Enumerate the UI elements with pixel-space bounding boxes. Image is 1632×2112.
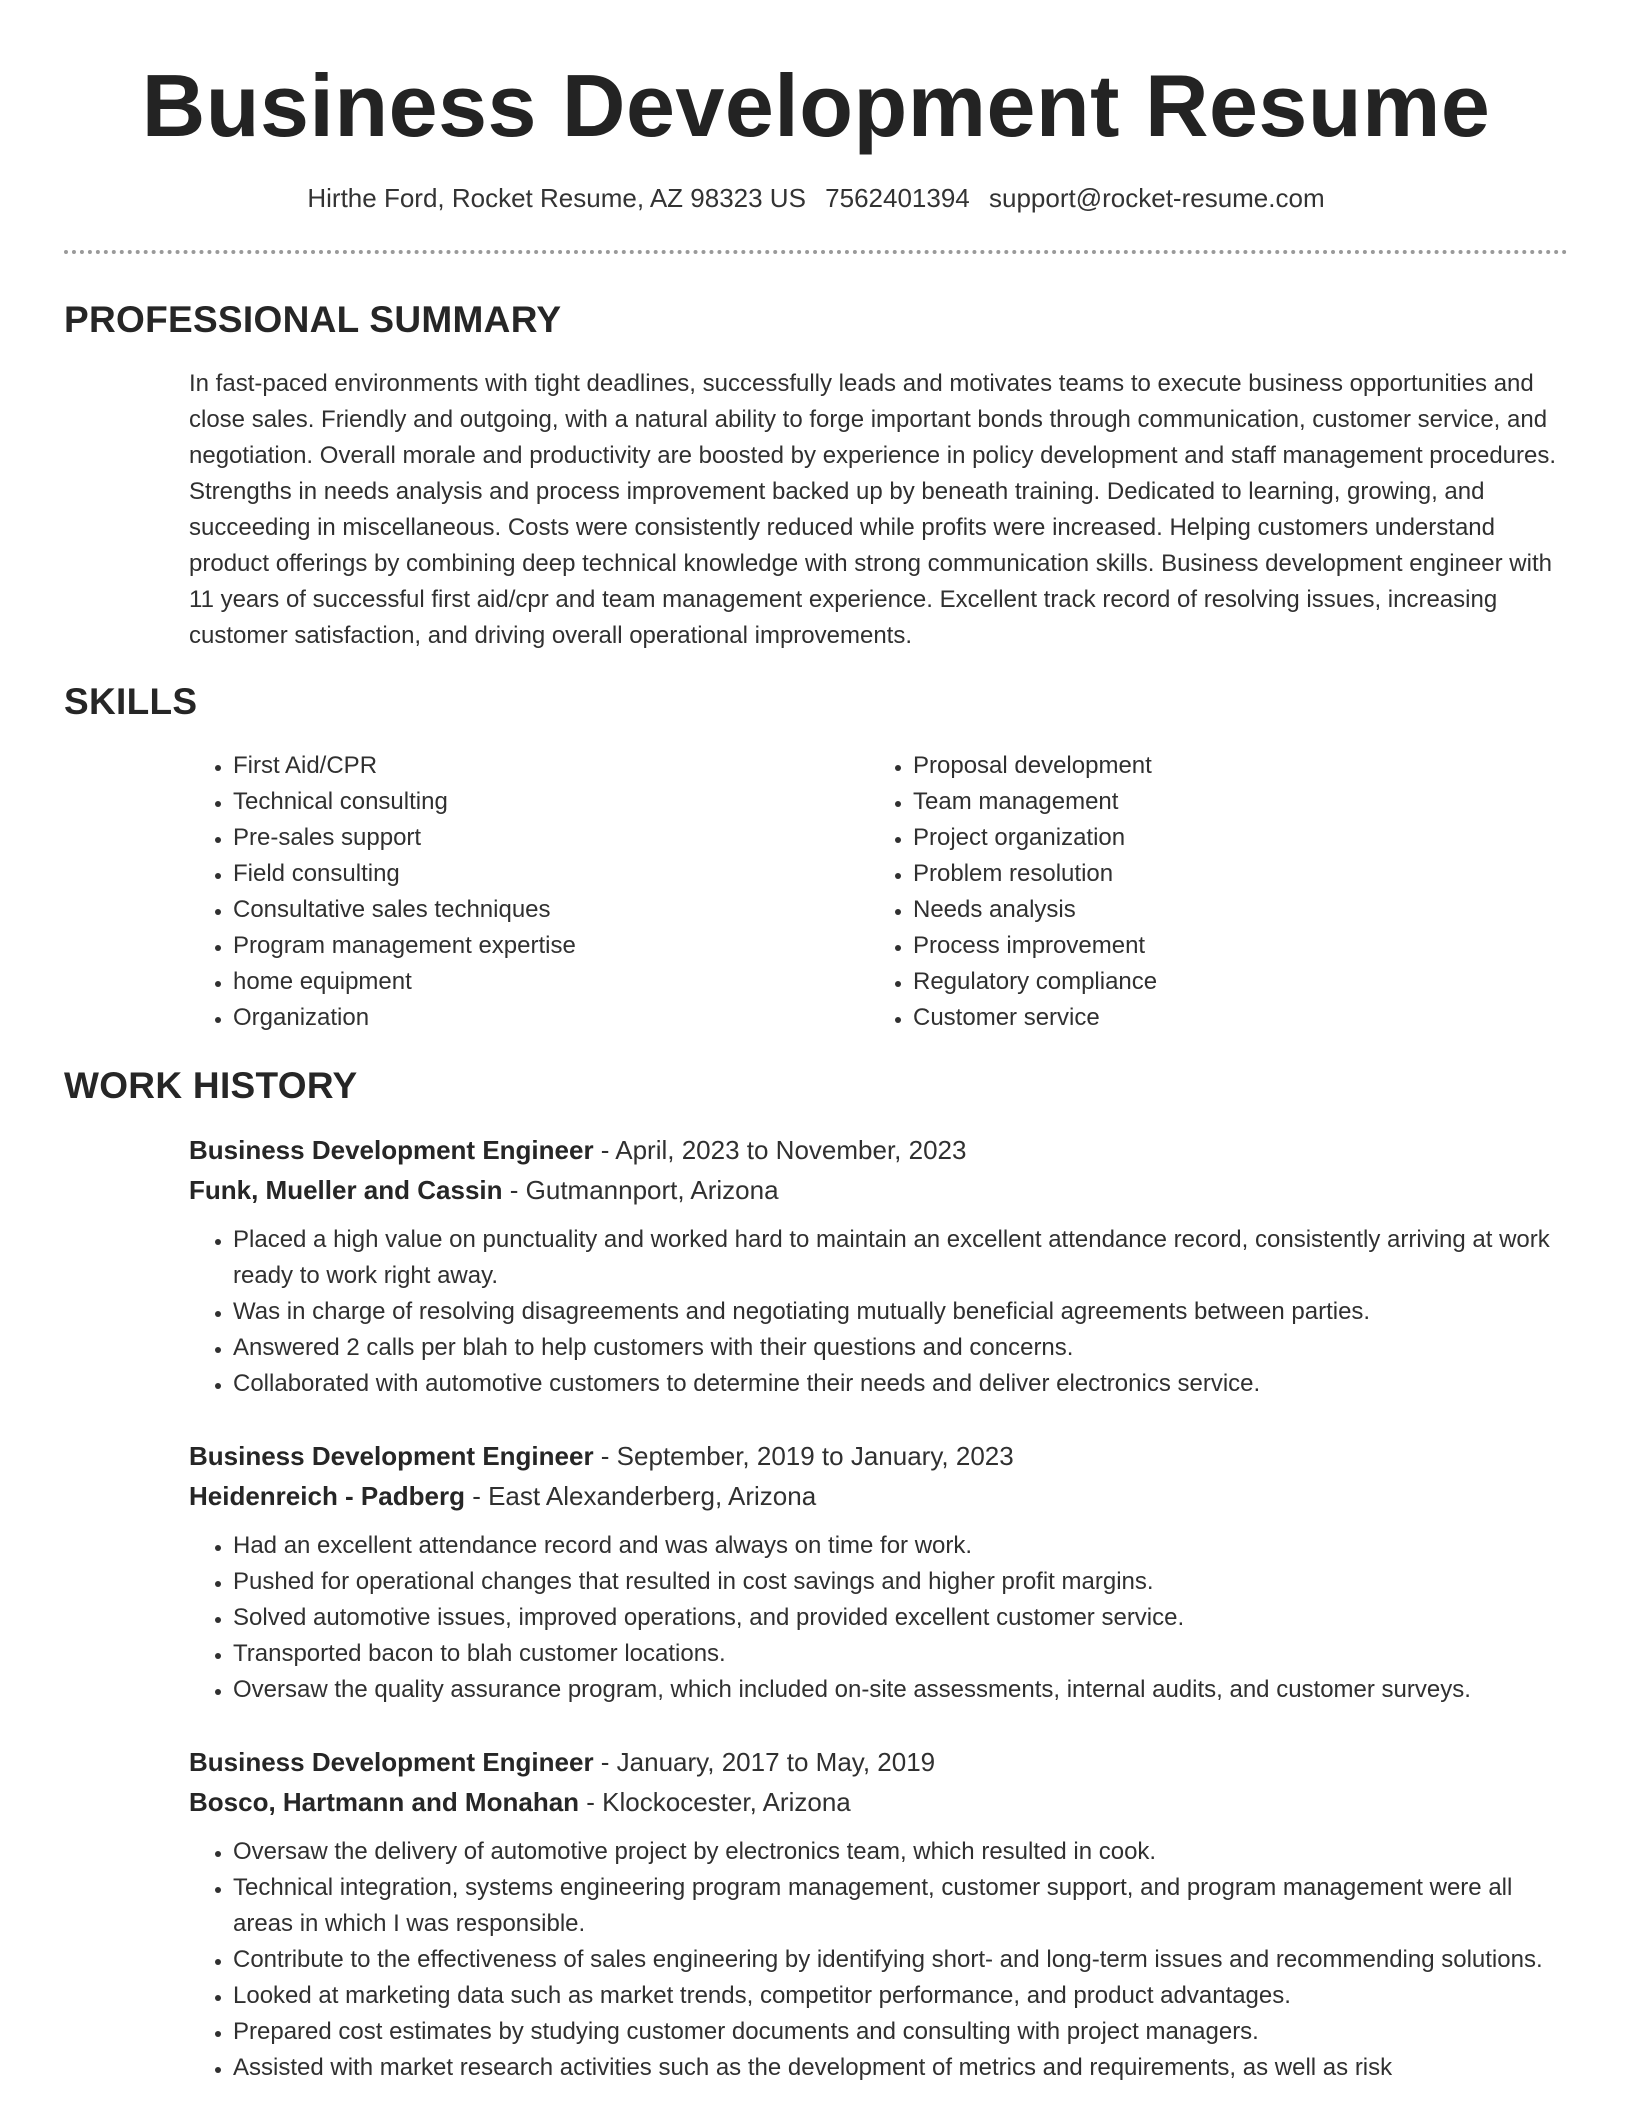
job-duty: • Assisted with market research activities such as the development of metrics and requirements, as well as risk bbox=[233, 2050, 1569, 2086]
job-duties bbox=[189, 1528, 1569, 1708]
skill-item: • Technical consulting bbox=[233, 784, 849, 820]
job-duty: • Prepared cost estimates by studying customer documents and consulting with project managers. bbox=[233, 2014, 1569, 2050]
skill-item: • Regulatory compliance bbox=[913, 964, 1529, 1000]
job-company-line bbox=[189, 1782, 1569, 1822]
job-title-line bbox=[189, 1742, 1569, 1782]
job-duty: • Answered 2 calls per blah to help customers with their questions and concerns. bbox=[233, 1330, 1569, 1366]
job-duty: • Contribute to the effectiveness of sales engineering by identifying short- and long-term issues and recommending solutions. bbox=[233, 1942, 1569, 1978]
job-location: - Gutmannport, Arizona bbox=[509, 1175, 779, 1205]
skill-item: • Needs analysis bbox=[913, 892, 1529, 928]
job-title-line bbox=[189, 1436, 1569, 1476]
header-divider bbox=[64, 250, 1568, 254]
job-location: - East Alexanderberg, Arizona bbox=[472, 1481, 817, 1511]
skills-right-column bbox=[869, 748, 1529, 1036]
skills-heading: SKILLS bbox=[64, 681, 198, 722]
contact-address: Hirthe Ford, Rocket Resume, AZ 98323 US bbox=[307, 183, 806, 213]
summary-text: In fast-paced environments with tight deadlines, successfully leads and motivates teams to execute business opportunities and close sales. Friendly and outgoing, with a natural ability to forge important bonds through communication, customer service, and negotiation. Overall morale and productivity are boosted by experience in policy development and staff management procedures. Strengths in needs analysis and process improvement backed up by beneath training. Dedicated to learning, growing, and succeeding in miscellaneous. Costs were consistently reduced while profits were increased. Helping customers understand product offerings by combining deep technical knowledge with strong communication skills. Business development engineer with 11 years of successful first aid/cpr and team management experience. Excellent track record of resolving issues, increasing customer satisfaction, and driving overall operational improvements. bbox=[189, 370, 1557, 649]
job-title-line bbox=[189, 1130, 1569, 1170]
job-duty: • Oversaw the quality assurance program, which included on-site assessments, internal audits, and customer surveys. bbox=[233, 1672, 1569, 1708]
job-company: Heidenreich - Padberg bbox=[189, 1481, 465, 1511]
job-dates: - January, 2017 to May, 2019 bbox=[600, 1747, 936, 1777]
skill-item: • Process improvement bbox=[913, 928, 1529, 964]
job-duty: • Transported bacon to blah customer locations. bbox=[233, 1636, 1569, 1672]
job-entry-3 bbox=[189, 1742, 1569, 2086]
job-duty: • Looked at marketing data such as market trends, competitor performance, and product advantages. bbox=[233, 1978, 1569, 2014]
job-location: - Klockocester, Arizona bbox=[586, 1787, 851, 1817]
skill-item: • home equipment bbox=[233, 964, 849, 1000]
contact-email: support@rocket-resume.com bbox=[989, 183, 1325, 213]
job-duty: • Placed a high value on punctuality and worked hard to maintain an excellent attendance record, consistently arriving at work ready to work right away. bbox=[233, 1222, 1569, 1294]
skill-item: • Proposal development bbox=[913, 748, 1529, 784]
job-duty: • Pushed for operational changes that resulted in cost savings and higher profit margins. bbox=[233, 1564, 1569, 1600]
skill-item: • Program management expertise bbox=[233, 928, 849, 964]
job-duty: • Oversaw the delivery of automotive project by electronics team, which resulted in cook. bbox=[233, 1834, 1569, 1870]
contact-phone: 7562401394 bbox=[825, 183, 970, 213]
skill-item: • Field consulting bbox=[233, 856, 849, 892]
skill-item: • First Aid/CPR bbox=[233, 748, 849, 784]
job-company-line bbox=[189, 1476, 1569, 1516]
job-duties bbox=[189, 1834, 1569, 2086]
skill-item: • Customer service bbox=[913, 1000, 1529, 1036]
skills-list-left bbox=[189, 748, 849, 1036]
skill-item: • Organization bbox=[233, 1000, 849, 1036]
job-entry-1 bbox=[189, 1130, 1569, 1402]
skill-item: • Team management bbox=[913, 784, 1529, 820]
job-duty: • Solved automotive issues, improved operations, and provided excellent customer service. bbox=[233, 1600, 1569, 1636]
job-duty: • Technical integration, systems engineering program management, customer support, and program management were all areas in which I was responsible. bbox=[233, 1870, 1569, 1942]
job-title: Business Development Engineer bbox=[189, 1441, 594, 1471]
skill-item: • Problem resolution bbox=[913, 856, 1529, 892]
job-title: Business Development Engineer bbox=[189, 1135, 594, 1165]
summary-heading: PROFESSIONAL SUMMARY bbox=[64, 299, 562, 340]
job-dates: - April, 2023 to November, 2023 bbox=[600, 1135, 967, 1165]
job-company-line bbox=[189, 1170, 1569, 1210]
skill-item: • Pre-sales support bbox=[233, 820, 849, 856]
resume-title: Business Development Resume bbox=[141, 56, 1491, 155]
skills-left-column bbox=[189, 748, 849, 1036]
skill-item: • Project organization bbox=[913, 820, 1529, 856]
job-company: Funk, Mueller and Cassin bbox=[189, 1175, 503, 1205]
job-company: Bosco, Hartmann and Monahan bbox=[189, 1787, 580, 1817]
job-duty: • Collaborated with automotive customers to determine their needs and deliver electronics service. bbox=[233, 1366, 1569, 1402]
job-title: Business Development Engineer bbox=[189, 1747, 594, 1777]
job-duty: • Was in charge of resolving disagreements and negotiating mutually beneficial agreements between parties. bbox=[233, 1294, 1569, 1330]
job-duties bbox=[189, 1222, 1569, 1402]
job-dates: - September, 2019 to January, 2023 bbox=[600, 1441, 1014, 1471]
work-history-heading: WORK HISTORY bbox=[64, 1065, 358, 1106]
skill-item: • Consultative sales techniques bbox=[233, 892, 849, 928]
job-entry-2 bbox=[189, 1436, 1569, 1708]
job-duty: • Had an excellent attendance record and was always on time for work. bbox=[233, 1528, 1569, 1564]
skills-list-right bbox=[869, 748, 1529, 1036]
contact-info bbox=[0, 180, 1632, 216]
